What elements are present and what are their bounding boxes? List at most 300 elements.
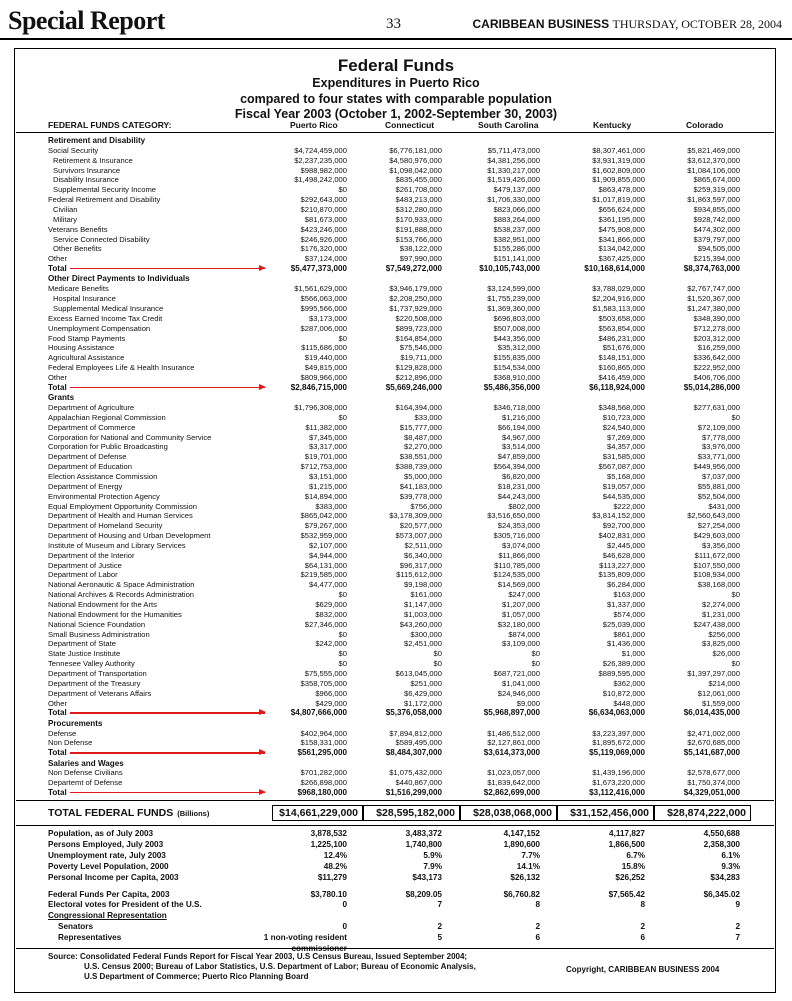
- table-row: [0, 185, 792, 194]
- cell-south-carolina: $1,057,000: [501, 609, 540, 619]
- section-heading: [0, 274, 792, 283]
- cell-colorado: $3,356,000: [701, 540, 740, 550]
- cell-south-carolina: $155,835,000: [493, 353, 540, 363]
- stat-colorado: 9.3%: [721, 861, 740, 871]
- table-row: [0, 195, 792, 204]
- cell-connecticut: $5,669,246,000: [385, 382, 442, 392]
- cell-kentucky: $24,540,000: [602, 422, 645, 432]
- stat-kentucky: $7,565.42: [608, 889, 645, 899]
- cell-puerto-rico: $2,237,235,000: [294, 155, 347, 165]
- row-label: Department of Defense: [48, 452, 127, 462]
- cell-kentucky: $1,895,672,000: [592, 738, 645, 748]
- cell-kentucky: $3,223,397,000: [592, 728, 645, 738]
- cell-south-carolina: $1,706,330,000: [487, 195, 540, 205]
- column-header-puerto-rico: Puerto Rico: [290, 120, 338, 130]
- stat-south-carolina: $6,760.82: [503, 889, 540, 899]
- row-label: Supplemental Medical Insurance: [53, 304, 164, 313]
- cell-kentucky: $6,634,063,000: [588, 708, 645, 718]
- row-label: National Aeronautic & Space Administration: [48, 580, 195, 590]
- table-row: [0, 304, 792, 313]
- cell-connecticut: $8,484,307,000: [385, 748, 442, 758]
- total-row: [0, 383, 792, 392]
- row-label: Agricultural Assistance: [48, 353, 125, 363]
- row-label: Defense: [48, 728, 77, 738]
- cell-puerto-rico: $0: [338, 649, 347, 659]
- table-row: [0, 156, 792, 165]
- cell-colorado: $247,438,000: [693, 619, 740, 629]
- table-row: [0, 353, 792, 362]
- cell-kentucky: $44,535,000: [602, 491, 645, 501]
- cell-south-carolina: $1,330,217,000: [487, 165, 540, 175]
- cell-south-carolina: $6,820,000: [501, 471, 540, 481]
- cell-connecticut: $3,178,309,000: [389, 511, 442, 521]
- row-label: Civilian: [53, 204, 78, 214]
- row-label: Retirement & Insurance: [53, 155, 133, 165]
- table-row: [0, 462, 792, 471]
- cell-south-carolina: $3,514,000: [501, 442, 540, 452]
- cell-connecticut: $38,122,000: [399, 244, 442, 254]
- table-row: [0, 482, 792, 491]
- cell-kentucky: $135,809,000: [598, 570, 645, 580]
- grand-total-kentucky: $31,152,456,000: [557, 805, 654, 821]
- cell-kentucky: $475,908,000: [598, 224, 645, 234]
- row-label: Appalachian Regional Commission: [48, 412, 166, 422]
- cell-puerto-rico: $27,346,000: [304, 619, 347, 629]
- cell-connecticut: $7,894,812,000: [389, 728, 442, 738]
- cell-puerto-rico: $3,173,000: [308, 313, 347, 323]
- cell-connecticut: $220,508,000: [395, 313, 442, 323]
- cell-south-carolina: $3,614,373,000: [483, 748, 540, 758]
- cell-south-carolina: $696,803,000: [493, 313, 540, 323]
- cell-puerto-rico: $64,131,000: [304, 560, 347, 570]
- stat-kentucky: $26,252: [615, 872, 645, 882]
- cell-south-carolina: $124,535,000: [493, 570, 540, 580]
- row-label: Total: [48, 264, 67, 273]
- cell-kentucky: $341,866,000: [598, 234, 645, 244]
- cell-connecticut: $1,516,299,000: [385, 788, 442, 798]
- cell-kentucky: $3,931,319,000: [592, 155, 645, 165]
- stat-connecticut: $8,209.05: [405, 889, 442, 899]
- cell-puerto-rico: $966,000: [315, 688, 347, 698]
- grand-total-label: TOTAL FEDERAL FUNDS (Billions): [48, 807, 210, 819]
- cell-south-carolina: $802,000: [508, 501, 540, 511]
- row-label: Department of Justice: [48, 560, 122, 570]
- table-row: [0, 689, 792, 698]
- cell-colorado: $1,559,000: [701, 698, 740, 708]
- row-label: Federal Retirement and Disability: [48, 195, 161, 205]
- table-row: [0, 511, 792, 520]
- stat-label: Persons Employed, July 2003: [48, 839, 164, 849]
- cell-south-carolina: $154,534,000: [493, 363, 540, 373]
- stat-connecticut: 7: [437, 900, 442, 910]
- cell-colorado: $215,394,000: [693, 254, 740, 264]
- cell-south-carolina: $538,237,000: [493, 224, 540, 234]
- stat-row: [0, 910, 792, 921]
- table-row: [0, 492, 792, 501]
- cell-kentucky: $361,195,000: [598, 214, 645, 224]
- report-fiscal-year: Fiscal Year 2003 (October 1, 2002-September 30, 2003): [234, 107, 558, 121]
- stat-row: [0, 828, 792, 839]
- stat-row: [0, 921, 792, 932]
- stat-connecticut: 5: [437, 933, 442, 943]
- stat-connecticut: 2: [437, 922, 442, 932]
- cell-connecticut: $440,867,000: [395, 778, 442, 788]
- cell-connecticut: $2,208,250,000: [389, 294, 442, 304]
- cell-connecticut: $613,045,000: [395, 668, 442, 678]
- cell-colorado: $0: [731, 590, 740, 600]
- cell-connecticut: $96,317,000: [399, 560, 442, 570]
- cell-south-carolina: $3,516,650,000: [487, 511, 540, 521]
- cell-south-carolina: $2,127,861,000: [487, 738, 540, 748]
- cell-puerto-rico: $5,477,373,000: [290, 264, 347, 273]
- stat-row: [0, 889, 792, 900]
- row-label: Non Defense: [48, 738, 93, 748]
- stat-puerto-rico: $3,780.10: [310, 889, 347, 899]
- total-row: [0, 708, 792, 717]
- cell-puerto-rico: $75,555,000: [304, 668, 347, 678]
- cell-puerto-rico: $566,063,000: [300, 294, 347, 304]
- cell-colorado: $1,863,597,000: [687, 195, 740, 205]
- cell-puerto-rico: $115,686,000: [301, 343, 347, 353]
- total-rule-bottom: [16, 825, 774, 826]
- cell-kentucky: $1,436,000: [606, 639, 645, 649]
- cell-kentucky: $1,602,809,000: [592, 165, 645, 175]
- cell-colorado: $1,247,380,000: [687, 304, 740, 313]
- cell-puerto-rico: $11,382,000: [305, 422, 347, 432]
- cell-colorado: $429,603,000: [693, 531, 740, 540]
- table-row: [0, 778, 792, 787]
- cell-puerto-rico: $561,295,000: [297, 748, 347, 758]
- cell-connecticut: $164,394,000: [395, 403, 442, 412]
- cell-puerto-rico: $287,006,000: [300, 323, 347, 333]
- cell-south-carolina: $1,207,000: [501, 600, 540, 609]
- cell-puerto-rico: $968,180,000: [297, 788, 347, 798]
- cell-kentucky: $402,831,000: [598, 531, 645, 540]
- cell-south-carolina: $32,180,000: [497, 619, 540, 629]
- cell-colorado: $6,014,435,000: [683, 708, 740, 718]
- stat-label: Population, as of July 2003: [48, 829, 154, 838]
- stat-connecticut: 7.9%: [423, 861, 442, 871]
- cell-connecticut: $5,376,058,000: [385, 708, 442, 718]
- table-row: [0, 472, 792, 481]
- cell-colorado: $2,560,643,000: [687, 511, 740, 521]
- cell-south-carolina: $346,718,000: [493, 403, 540, 412]
- cell-kentucky: $656,624,000: [598, 204, 645, 214]
- table-row: [0, 413, 792, 422]
- cell-colorado: $203,312,000: [693, 333, 740, 343]
- cell-connecticut: $153,766,000: [395, 234, 442, 244]
- cell-puerto-rico: $0: [338, 629, 347, 639]
- row-label: Unemployment Compensation: [48, 323, 151, 333]
- cell-connecticut: $75,546,000: [399, 343, 442, 353]
- cell-puerto-rico: $0: [338, 659, 347, 669]
- stat-south-carolina: 2: [535, 922, 540, 932]
- row-label: Supplemental Security Income: [53, 185, 156, 195]
- cell-south-carolina: $3,124,599,000: [487, 284, 540, 294]
- cell-connecticut: $1,003,000: [403, 609, 442, 619]
- row-label: Hospital Insurance: [53, 294, 116, 304]
- row-label: Department of Education: [48, 462, 133, 472]
- stat-colorado: 2: [735, 922, 740, 932]
- cell-colorado: $8,374,763,000: [683, 264, 740, 273]
- cell-colorado: $379,797,000: [693, 234, 740, 244]
- cell-puerto-rico: $176,320,000: [300, 244, 347, 254]
- cell-south-carolina: $1,839,642,000: [487, 778, 540, 788]
- cell-kentucky: $25,039,000: [602, 619, 645, 629]
- cell-south-carolina: $4,967,000: [501, 432, 540, 442]
- stat-south-carolina: 4,147,152: [503, 829, 540, 838]
- row-label: Excess Earned Income Tax Credit: [48, 313, 163, 323]
- cell-kentucky: $1,337,000: [606, 600, 645, 609]
- row-label: Department of State: [48, 639, 116, 649]
- row-label: Disability Insurance: [53, 175, 119, 185]
- cell-kentucky: $10,872,000: [602, 688, 645, 698]
- stat-kentucky: 4,117,827: [609, 829, 645, 838]
- table-row: [0, 146, 792, 155]
- cell-colorado: $2,471,002,000: [687, 728, 740, 738]
- cell-colorado: $712,278,000: [693, 323, 740, 333]
- cell-connecticut: $261,708,000: [395, 185, 442, 195]
- cell-south-carolina: $10,105,743,000: [479, 264, 540, 273]
- table-row: [0, 284, 792, 293]
- table-row: [0, 570, 792, 579]
- stat-south-carolina: 8: [535, 900, 540, 910]
- cell-south-carolina: $24,353,000: [497, 521, 540, 531]
- row-label: National Endowment for the Humanities: [48, 609, 182, 619]
- stat-label: Poverty Level Population, 2000: [48, 861, 169, 871]
- cell-colorado: $1,750,374,000: [687, 778, 740, 788]
- report-subtitle-2: compared to four states with comparable population: [240, 92, 552, 106]
- cell-south-carolina: $47,859,000: [497, 452, 540, 462]
- grand-total-puerto-rico: $14,661,229,000: [272, 805, 363, 821]
- table-row: [0, 738, 792, 747]
- section-heading: [0, 759, 792, 768]
- cell-south-carolina: $66,194,000: [497, 422, 540, 432]
- cell-colorado: $256,000: [708, 629, 740, 639]
- cell-connecticut: $589,495,000: [395, 738, 442, 748]
- cell-puerto-rico: $701,282,000: [300, 768, 347, 778]
- table-row: [0, 235, 792, 244]
- table-row: [0, 423, 792, 432]
- cell-colorado: $865,674,000: [693, 175, 740, 185]
- cell-kentucky: $3,112,416,000: [589, 788, 645, 798]
- table-row: [0, 373, 792, 382]
- cell-connecticut: $38,551,000: [399, 452, 442, 462]
- stat-colorado: 9: [735, 900, 740, 910]
- row-label: Department of Health and Human Services: [48, 511, 193, 521]
- cell-colorado: $3,976,000: [701, 442, 740, 452]
- table-row: [0, 669, 792, 678]
- cell-kentucky: $31,585,000: [602, 452, 645, 462]
- cell-puerto-rico: $0: [338, 333, 347, 343]
- cell-kentucky: $6,284,000: [606, 580, 645, 590]
- cell-colorado: $1,520,367,000: [687, 294, 740, 304]
- row-label: Department of Homeland Security: [48, 521, 163, 531]
- stat-puerto-rico: 0: [342, 922, 347, 932]
- cell-south-carolina: $687,721,000: [493, 668, 540, 678]
- cell-south-carolina: $18,231,000: [497, 481, 540, 491]
- cell-kentucky: $134,042,000: [598, 244, 645, 254]
- cell-puerto-rico: $19,701,000: [304, 452, 347, 462]
- table-row: [0, 175, 792, 184]
- row-label: Department of Housing and Urban Development: [48, 531, 211, 540]
- cell-kentucky: $4,357,000: [606, 442, 645, 452]
- stat-kentucky: 6: [640, 933, 645, 943]
- stat-colorado: $34,283: [710, 872, 740, 882]
- row-label: Other Benefits: [53, 244, 102, 254]
- cell-puerto-rico: $79,267,000: [304, 521, 347, 531]
- cell-kentucky: $2,204,916,000: [592, 294, 645, 304]
- row-label: Department of Transportation: [48, 668, 147, 678]
- cell-kentucky: $348,568,000: [598, 403, 645, 412]
- cell-south-carolina: $155,286,000: [493, 244, 540, 254]
- cell-kentucky: $861,000: [613, 629, 645, 639]
- cell-connecticut: $2,451,000: [403, 639, 442, 649]
- cell-south-carolina: $1,369,360,000: [487, 304, 540, 313]
- stat-row: [0, 839, 792, 850]
- stat-label: Congressional Representation: [48, 911, 167, 921]
- cell-puerto-rico: $210,870,000: [300, 204, 347, 214]
- cell-colorado: $1,397,297,000: [687, 668, 740, 678]
- cell-kentucky: $416,459,000: [598, 372, 645, 382]
- stat-kentucky: 2: [640, 922, 645, 932]
- cell-connecticut: $835,455,000: [395, 175, 442, 185]
- stat-row: [0, 850, 792, 861]
- cell-kentucky: $1,439,196,000: [592, 768, 645, 778]
- cell-colorado: $5,014,286,000: [683, 382, 740, 392]
- cell-kentucky: $46,628,000: [602, 550, 645, 560]
- row-label: Equal Employment Opportunity Commission: [48, 501, 197, 511]
- cell-colorado: $4,329,051,000: [683, 788, 740, 798]
- row-label: Corporation for National and Community Service: [48, 432, 212, 442]
- cell-connecticut: $6,776,181,000: [389, 145, 442, 155]
- cell-south-carolina: $14,569,000: [497, 580, 540, 590]
- cell-puerto-rico: $242,000: [315, 639, 347, 649]
- cell-connecticut: $388,739,000: [395, 462, 442, 472]
- stat-row: [0, 899, 792, 910]
- cell-south-carolina: $0: [531, 659, 540, 669]
- row-label: Federal Employees Life & Health Insurance: [48, 363, 195, 373]
- cell-puerto-rico: $3,317,000: [308, 442, 347, 452]
- row-label: Small Business Administration: [48, 629, 150, 639]
- section-heading: [0, 136, 792, 145]
- cell-connecticut: $7,549,272,000: [385, 264, 442, 273]
- row-label: Department of Commerce: [48, 422, 136, 432]
- table-row: [0, 630, 792, 639]
- cell-colorado: $55,881,000: [697, 481, 740, 491]
- table-row: [0, 610, 792, 619]
- stat-puerto-rico: 3,878,532: [310, 829, 347, 838]
- cell-connecticut: $115,612,000: [396, 570, 442, 580]
- total-arrow-icon: [70, 712, 265, 713]
- cell-connecticut: $300,000: [410, 629, 442, 639]
- table-row: [0, 521, 792, 530]
- cell-south-carolina: $1,755,239,000: [487, 294, 540, 304]
- cell-south-carolina: $1,216,000: [501, 412, 540, 422]
- row-label: Department of the Interior: [48, 550, 135, 560]
- table-row: [0, 452, 792, 461]
- cell-connecticut: $0: [433, 659, 442, 669]
- cell-connecticut: $212,896,000: [395, 372, 442, 382]
- cell-south-carolina: $1,041,000: [501, 678, 540, 688]
- total-row: [0, 788, 792, 797]
- cell-puerto-rico: $292,643,000: [300, 195, 347, 205]
- stat-south-carolina: $26,132: [510, 872, 540, 882]
- cell-colorado: $2,578,677,000: [687, 768, 740, 778]
- total-arrow-icon: [70, 387, 265, 388]
- cell-puerto-rico: $4,477,000: [308, 580, 347, 590]
- cell-connecticut: $191,888,000: [395, 224, 442, 234]
- cell-connecticut: $19,711,000: [400, 353, 442, 363]
- row-label: Veterans Benefits: [48, 224, 108, 234]
- table-row: [0, 433, 792, 442]
- cell-connecticut: $20,577,000: [399, 521, 442, 531]
- table-row: [0, 324, 792, 333]
- table-row: [0, 561, 792, 570]
- cell-colorado: $33,771,000: [697, 452, 740, 462]
- cell-kentucky: $486,231,000: [598, 333, 645, 343]
- row-label: National Endowment for the Arts: [48, 600, 157, 609]
- cell-puerto-rico: $995,566,000: [300, 304, 347, 313]
- row-label: Election Assistance Commission: [48, 471, 158, 481]
- table-row: [0, 442, 792, 451]
- total-arrow-icon: [70, 752, 265, 753]
- cell-colorado: $7,778,000: [701, 432, 740, 442]
- cell-south-carolina: $0: [531, 649, 540, 659]
- cell-south-carolina: $3,074,000: [501, 540, 540, 550]
- stat-colorado: 6.1%: [721, 850, 740, 860]
- cell-connecticut: $164,854,000: [395, 333, 442, 343]
- cell-puerto-rico: $358,705,000: [300, 678, 347, 688]
- stat-connecticut: 5.9%: [423, 850, 442, 860]
- row-label: Non Defense Civilians: [48, 768, 123, 778]
- cell-south-carolina: $368,910,000: [493, 372, 540, 382]
- copyright-notice: Copyright, CARIBBEAN BUSINESS 2004: [566, 965, 720, 974]
- cell-kentucky: $148,151,000: [598, 353, 645, 363]
- row-label: Institute of Museum and Library Services: [48, 540, 186, 550]
- cell-connecticut: $9,198,000: [403, 580, 442, 590]
- cell-south-carolina: $305,716,000: [493, 531, 540, 540]
- row-label: Department of the Treasury: [48, 678, 141, 688]
- stat-label: Federal Funds Per Capita, 2003: [48, 889, 170, 899]
- cell-south-carolina: $5,711,473,000: [487, 145, 540, 155]
- cell-connecticut: $8,487,000: [403, 432, 442, 442]
- table-row: [0, 166, 792, 175]
- row-label: Total: [48, 788, 67, 798]
- row-label: Department of Veterans Affairs: [48, 688, 152, 698]
- row-label: Total: [48, 382, 67, 392]
- stat-colorado: 4,550,688: [703, 829, 740, 838]
- cell-kentucky: $51,676,000: [602, 343, 645, 353]
- cell-puerto-rico: $865,042,000: [300, 511, 347, 521]
- table-row: [0, 294, 792, 303]
- table-row: [0, 580, 792, 589]
- cell-kentucky: $8,307,461,000: [592, 145, 645, 155]
- row-label: Environmental Protection Agency: [48, 491, 160, 501]
- grand-total-row: [0, 805, 792, 821]
- cell-kentucky: $448,000: [613, 698, 645, 708]
- table-row: [0, 343, 792, 352]
- stat-label: Unemployment rate, July 2003: [48, 850, 166, 860]
- column-header-south-carolina: South Carolina: [478, 120, 539, 130]
- total-rule-top: [16, 800, 774, 801]
- cell-colorado: $449,956,000: [693, 462, 740, 472]
- table-row: [0, 363, 792, 372]
- source-line-2: U.S. Census 2000; Bureau of Labor Statistics, U.S. Department of Labor; Bureau of Economic Analysis,: [84, 962, 476, 971]
- cell-puerto-rico: $0: [338, 590, 347, 600]
- table-row: [0, 403, 792, 412]
- cell-colorado: $1,084,106,000: [687, 165, 740, 175]
